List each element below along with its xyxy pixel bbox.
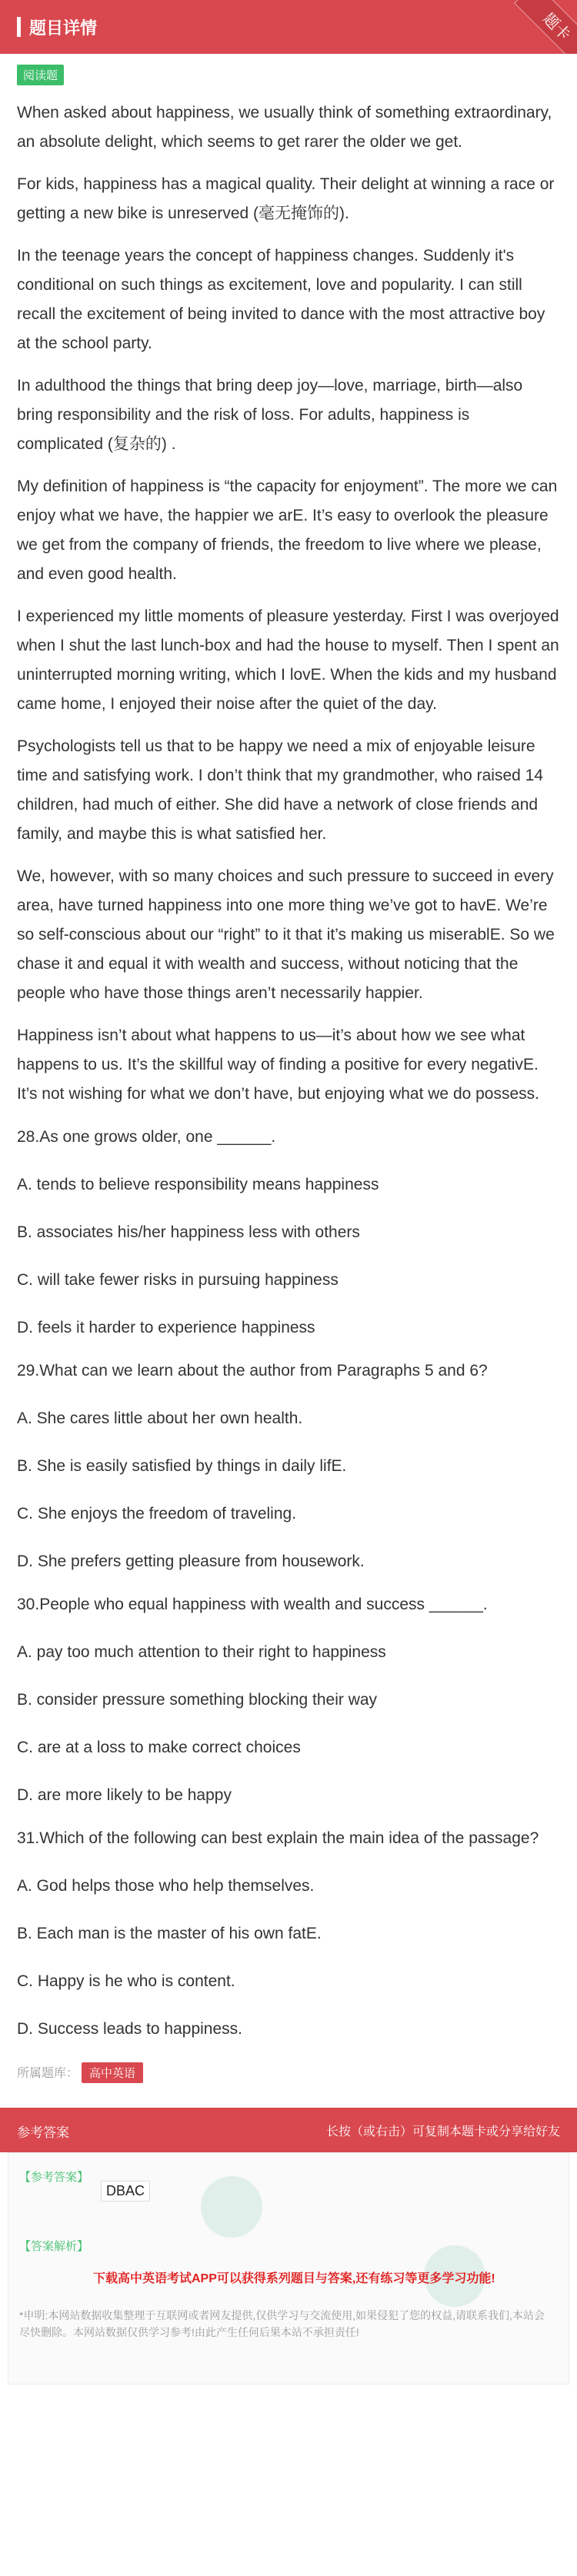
source-label: 所属题库： bbox=[17, 2067, 79, 2080]
page-title: 题目详情 bbox=[29, 18, 98, 38]
watermark-logo-icon bbox=[201, 2176, 262, 2238]
question-bank-source bbox=[17, 2062, 560, 2083]
answer-section-title: 参考答案 bbox=[17, 2125, 69, 2140]
passage-paragraph: Happiness isn’t about what happens to us—it’s about how we see what happens to us. It’s the skillful way of finding a positive for every negativE. It’s not wishing for what we don’t have, but enjoying what we do possess. bbox=[17, 1027, 540, 1103]
answer-option[interactable]: D. She prefers getting pleasure from housework. bbox=[17, 1553, 365, 1570]
passage-paragraph: We, however, with so many choices and such pressure to succeed in every area, have turned happiness into one more thing we’ve got to havE. We’re so self-conscious about our “right” to it that it’s making us miserablE. So we chase it and equal it with wealth and success, without noticing that the people who have those things aren’t necessarily happier. bbox=[17, 867, 555, 1002]
answer-option[interactable]: B. Each man is the master of his own fatE. bbox=[17, 1925, 322, 1942]
analysis-label: 【答案解析】 bbox=[19, 2240, 89, 2253]
question-stem: 29.What can we learn about the author from Paragraphs 5 and 6? bbox=[17, 1362, 488, 1380]
answer-option[interactable]: D. are more likely to be happy bbox=[17, 1786, 232, 1804]
answer-option[interactable]: A. God helps those who help themselves. bbox=[17, 1877, 315, 1895]
answer-panel bbox=[8, 2152, 569, 2385]
answer-option[interactable]: A. She cares little about her own health. bbox=[17, 1409, 303, 1427]
answer-value: DBAC bbox=[101, 2181, 150, 2202]
answer-option[interactable]: D. feels it harder to experience happiness bbox=[17, 1319, 315, 1336]
answer-option[interactable]: A. pay too much attention to their right to happiness bbox=[17, 1643, 386, 1661]
answer-option[interactable]: B. associates his/her happiness less with others bbox=[17, 1223, 360, 1241]
answer-option[interactable]: C. are at a loss to make correct choices bbox=[17, 1739, 301, 1756]
passage-paragraph: For kids, happiness has a magical quality. Their delight at winning a race or getting a new bike is unreserved (毫无掩饰的). bbox=[17, 175, 555, 222]
answer-option[interactable]: C. Happy is he who is content. bbox=[17, 1972, 235, 1990]
answer-option[interactable]: A. tends to believe responsibility means happiness bbox=[17, 1176, 379, 1193]
answer-option[interactable]: B. consider pressure something blocking their way bbox=[17, 1691, 378, 1709]
passage-paragraph: Psychologists tell us that to be happy we need a mix of enjoyable leisure time and satisfying work. I don’t think that my grandmother, who raised 14 children, had much of either. She did have a network of close friends and family, and maybe this is what satisfied her. bbox=[17, 737, 544, 843]
passage-paragraph: When asked about happiness, we usually think of something extraordinary, an absolute delight, which seems to get rarer the older we get. bbox=[17, 104, 552, 151]
answer-option[interactable]: B. She is easily satisfied by things in daily lifE. bbox=[17, 1457, 347, 1475]
ribbon-label: 题卡 bbox=[514, 0, 577, 54]
passage-paragraph: I experienced my little moments of pleasure yesterday. First I was overjoyed when I shut the last lunch-box and had the house to myself. Then I spent an uninterrupted morning writing, which I lovE. When the kids and my husband came home, I enjoyed their noise after the quiet of the day. bbox=[17, 607, 559, 713]
title-accent-bar bbox=[17, 17, 21, 37]
answer-option[interactable]: D. Success leads to happiness. bbox=[17, 2020, 242, 2038]
answer-option[interactable]: C. She enjoys the freedom of traveling. bbox=[17, 1505, 297, 1523]
answer-section-header bbox=[0, 2108, 577, 2152]
answer-option[interactable]: C. will take fewer risks in pursuing happiness bbox=[17, 1271, 339, 1289]
question-stem: 31.Which of the following can best explain the main idea of the passage? bbox=[17, 1829, 539, 1847]
header-bar bbox=[0, 0, 577, 54]
passage-paragraph: My definition of happiness is “the capacity for enjoyment”. The more we can enjoy what we have, the happier we arE. It’s easy to overlook the pleasure we get from the company of friends, the freedom to live where we please, and even good health. bbox=[17, 478, 558, 583]
share-hint: 长按（或右击）可复制本题卡或分享给好友 bbox=[325, 2125, 560, 2138]
question-type-tag: 阅读题 bbox=[17, 65, 64, 85]
app-download-promo[interactable]: 下载高中英语考试APP可以获得系列题目与答案,还有练习等更多学习功能! bbox=[93, 2272, 495, 2285]
answer-label: 【参考答案】 bbox=[19, 2171, 89, 2184]
passage-paragraph: In adulthood the things that bring deep joy—love, marriage, birth—also bring responsibility and the risk of loss. For adults, happiness is complicated (复杂的) . bbox=[17, 377, 523, 453]
question-stem: 28.As one grows older, one ______. bbox=[17, 1128, 276, 1146]
question-stem: 30.People who equal happiness with wealth and success ______. bbox=[17, 1596, 488, 1613]
question-bank-link[interactable]: 高中英语 bbox=[82, 2062, 143, 2083]
question-content bbox=[0, 54, 577, 2083]
disclaimer-text: *申明:本网站数据收集整理于互联网或者网友提供,仅供学习与交流使用,如果侵犯了您的权益,请联系我们,本站会尽快删除。本网站数据仅供学习参考!由此产生任何后果本站不承担责任! bbox=[19, 2309, 545, 2338]
passage-paragraph: In the teenage years the concept of happiness changes. Suddenly it's conditional on such things as excitement, love and popularity. I can still recall the excitement of being invited to dance with the most attractive boy at the school party. bbox=[17, 247, 545, 352]
corner-ribbon bbox=[488, 0, 577, 54]
